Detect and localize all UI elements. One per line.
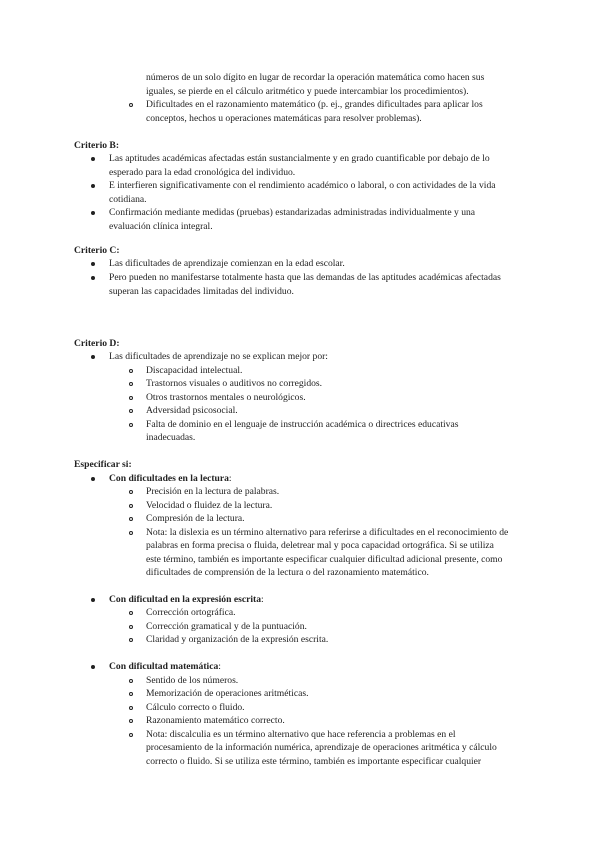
bullet-icon	[91, 598, 95, 602]
hollow-bullet-icon	[129, 423, 133, 427]
bullet-icon	[91, 157, 95, 161]
hollow-bullet-icon	[129, 103, 133, 107]
list-item: E interfieren significativamente con el rendimiento académico o laboral, o con actividades de la vida	[109, 180, 496, 191]
bullet-icon	[91, 477, 95, 481]
list-item-continuation: esperado para la edad cronológica del individuo.	[109, 167, 296, 178]
list-item: Las dificultades de aprendizaje comienzan en la edad escolar.	[109, 258, 345, 269]
list-item: Pero pueden no manifestarse totalmente hasta que las demandas de las aptitudes académicas afectadas	[109, 272, 501, 283]
sub-list-item: Razonamiento matemático correcto.	[146, 715, 285, 726]
specifier-heading-escrita: Con dificultad en la expresión escrita:	[109, 594, 264, 605]
list-item-continuation: evaluación clínica integral.	[109, 221, 213, 232]
sub-list-item-continuation: correcto o fluido. Si se utiliza este término, también es importante especificar cualquier	[146, 756, 482, 767]
sub-list-item: Sentido de los números.	[146, 675, 239, 686]
sub-list-item-continuation: inadecuadas.	[146, 432, 196, 443]
hollow-bullet-icon	[129, 638, 133, 642]
hollow-bullet-icon	[129, 490, 133, 494]
bullet-icon	[91, 184, 95, 188]
sub-list-item: Corrección gramatical y de la puntuación.	[146, 621, 307, 632]
sub-list-item-continuation: dificultades de comprensión de la lectura o del razonamiento matemático.	[146, 567, 429, 578]
list-item: conceptos, hechos u operaciones matemáticas para resolver problemas).	[146, 113, 422, 124]
sub-list-item-continuation: palabras en forma precisa o fluida, deletrear mal y poca capacidad ortográfica. Si se utiliza	[146, 540, 494, 551]
especificar-heading: Especificar si:	[74, 459, 132, 470]
specifier-heading-matematica: Con dificultad matemática:	[109, 661, 221, 672]
list-item-continuation: cotidiana.	[109, 194, 147, 205]
list-item: Las aptitudes académicas afectadas están sustancialmente y en grado cuantificable por debajo de lo	[109, 153, 490, 164]
hollow-bullet-icon	[129, 409, 133, 413]
specifier-heading-lectura: Con dificultades en la lectura:	[109, 473, 232, 484]
sub-list-item: Nota: discalculia es un término alternativo que hace referencia a problemas en el	[146, 729, 456, 740]
criterio-c-heading: Criterio C:	[74, 245, 120, 256]
sub-list-item-continuation: este término, también es importante especificar cualquier dificultad adicional presente, como	[146, 554, 503, 565]
sub-list-item: Cálculo correcto o fluido.	[146, 702, 245, 713]
hollow-bullet-icon	[129, 679, 133, 683]
intro-text-line: números de un solo dígito en lugar de recordar la operación matemática como hacen sus	[146, 72, 485, 83]
list-item: Dificultades en el razonamiento matemático (p. ej., grandes dificultades para aplicar los	[146, 99, 483, 110]
hollow-bullet-icon	[129, 611, 133, 615]
sub-list-item: Claridad y organización de la expresión escrita.	[146, 634, 329, 645]
hollow-bullet-icon	[129, 382, 133, 386]
hollow-bullet-icon	[129, 706, 133, 710]
sub-list-item: Velocidad o fluidez de la lectura.	[146, 500, 273, 511]
sub-list-item: Memorización de operaciones aritméticas.	[146, 688, 309, 699]
sub-list-item: Nota: la dislexia es un término alternativo para referirse a dificultades en el reconocimiento de	[146, 527, 509, 538]
hollow-bullet-icon	[129, 504, 133, 508]
criterio-b-heading: Criterio B:	[74, 140, 120, 151]
hollow-bullet-icon	[129, 369, 133, 373]
hollow-bullet-icon	[129, 692, 133, 696]
sub-list-item: Adversidad psicosocial.	[146, 405, 238, 416]
sub-list-item: Corrección ortográfica.	[146, 607, 236, 618]
bullet-icon	[91, 665, 95, 669]
list-item: Confirmación mediante medidas (pruebas) estandarizadas administradas individualmente y una	[109, 207, 476, 218]
sub-list-item: Discapacidad intelectual.	[146, 365, 243, 376]
hollow-bullet-icon	[129, 733, 133, 737]
sub-list-item: Otros trastornos mentales o neurológicos.	[146, 392, 306, 403]
sub-list-item: Precisión en la lectura de palabras.	[146, 486, 280, 497]
hollow-bullet-icon	[129, 517, 133, 521]
hollow-bullet-icon	[129, 719, 133, 723]
bullet-icon	[91, 276, 95, 280]
sub-list-item: Falta de dominio en el lenguaje de instrucción académica o directrices educativas	[146, 419, 459, 430]
sub-list-item: Trastornos visuales o auditivos no corregidos.	[146, 378, 323, 389]
list-item-continuation: superan las capacidades limitadas del individuo.	[109, 286, 294, 297]
list-item: Las dificultades de aprendizaje no se explican mejor por:	[109, 351, 328, 362]
sub-list-item: Compresión de la lectura.	[146, 513, 245, 524]
criterio-d-heading: Criterio D:	[74, 338, 120, 349]
bullet-icon	[91, 262, 95, 266]
bullet-icon	[91, 211, 95, 215]
hollow-bullet-icon	[129, 531, 133, 535]
hollow-bullet-icon	[129, 625, 133, 629]
hollow-bullet-icon	[129, 396, 133, 400]
bullet-icon	[91, 355, 95, 359]
sub-list-item-continuation: procesamiento de la información numérica, aprendizaje de operaciones aritmética y cálculo	[146, 742, 497, 753]
intro-text-line: iguales, se pierde en el cálculo aritmético y puede intercambiar los procedimientos).	[146, 86, 469, 97]
